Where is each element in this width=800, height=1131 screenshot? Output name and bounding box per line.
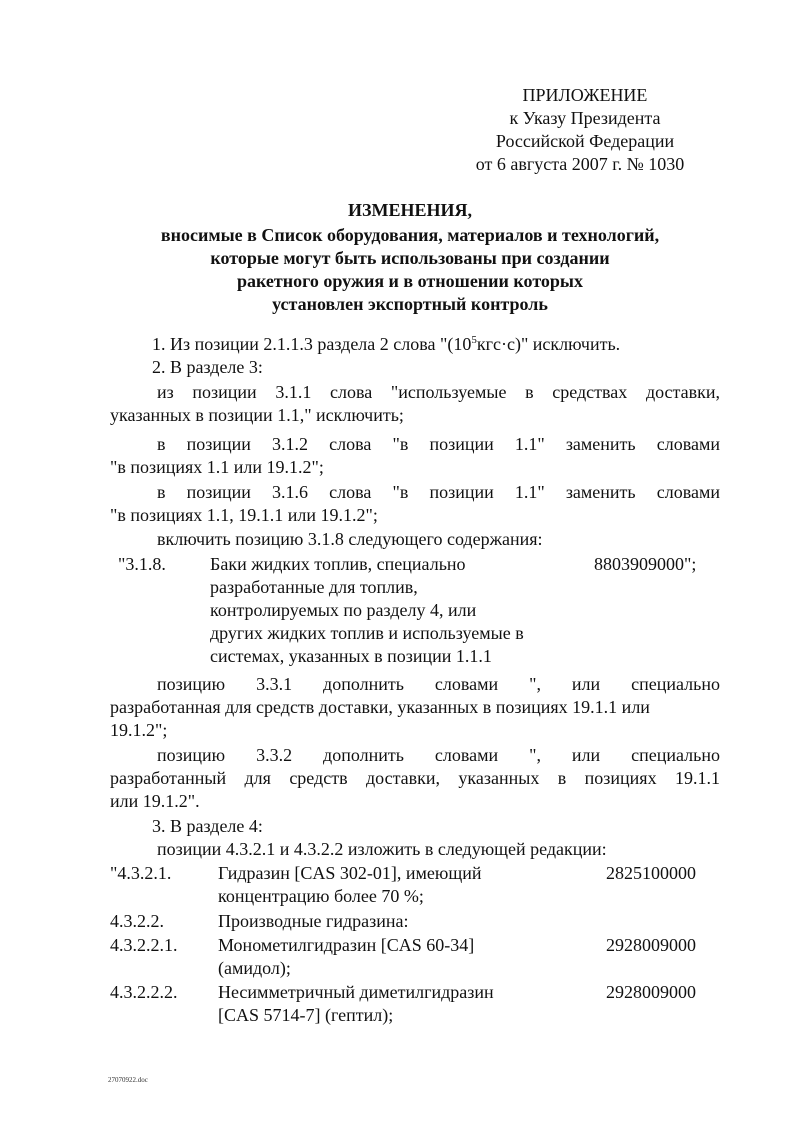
item-318-number: "3.1.8. [118,554,166,574]
item-318-line: системах, указанных в позиции 1.1.1 [210,646,492,666]
title-line-1: вносимые в Список оборудования, материалов и технологий, [160,225,660,245]
paragraph-2f-line-1: позицию 3.3.2 дополнить словами ", или специально [157,745,720,765]
paragraph-2c-line-2: "в позициях 1.1, 19.1.1 или 19.1.2"; [110,505,378,525]
paragraph-2c-line-1: в позиции 3.1.6 слова "в позиции 1.1" заменить словами [157,482,720,502]
paragraph-1-text: 1. Из позиции 2.1.1.3 раздела 2 слова "(10 [152,334,472,354]
title-line-4: установлен экспортный контроль [272,294,548,314]
item-43221-number: 4.3.2.2.1. [110,935,178,955]
paragraph-2f-line-3: или 19.1.2". [110,791,200,811]
item-43221-line: Монометилгидразин [CAS 60-34] [218,935,475,955]
item-43221-line: (амидол); [218,958,291,978]
title-line-3: ракетного оружия и в отношении которых [237,271,583,291]
item-43222-code: 2928009000 [606,982,696,1002]
paragraph-2a-line-2: указанных в позиции 1.1," исключить; [110,405,404,425]
paragraph-2-heading: 2. В разделе 3: [152,357,263,377]
footer-filename: 27070922.doc [108,1076,148,1084]
paragraph-2f-line-2: разработанный для средств доставки, указанных в позициях 19.1.1 [110,768,720,788]
document-title: ИЗМЕНЕНИЯ, [347,200,472,220]
paragraph-3a: позиции 4.3.2.1 и 4.3.2.2 изложить в следующей редакции: [157,839,607,859]
paragraph-1-exponent: 5 [471,334,477,346]
item-4321-line: концентрацию более 70 %; [218,886,424,906]
item-318-line: других жидких топлив и используемые в [210,623,524,643]
paragraph-2a-line-1: из позиции 3.1.1 слова "используемые в средствах доставки, [157,382,720,402]
header-date: от 6 августа 2007 г. № 1030 [475,154,685,174]
item-318-line: контролируемых по разделу 4, или [210,600,477,620]
paragraph-2e-line-2: разработанная для средств доставки, указанных в позициях 19.1.1 или [110,697,650,717]
item-4321-line: Гидразин [CAS 302-01], имеющий [218,863,482,883]
paragraph-2e-line-3: 19.1.2"; [110,720,168,740]
item-4322-number: 4.3.2.2. [110,911,164,931]
paragraph-1 [152,333,620,355]
item-4321-code: 2825100000 [606,863,696,883]
item-43221-code: 2928009000 [606,935,696,955]
header-country: Российской Федерации [495,131,675,151]
paragraph-1-text-end: кгс·с)" исключить. [476,334,621,354]
paragraph-2b-line-1: в позиции 3.1.2 слова "в позиции 1.1" заменить словами [157,434,720,454]
title-line-2: которые могут быть использованы при создании [210,248,610,268]
item-43222-number: 4.3.2.2.2. [110,982,178,1002]
item-318-line: разработанные для топлив, [210,577,418,597]
item-43222-line: [CAS 5714-7] (гептил); [218,1005,394,1025]
item-318-code: 8803909000"; [594,554,697,574]
item-318-line: Баки жидких топлив, специально [210,554,466,574]
paragraph-2b-line-2: "в позициях 1.1 или 19.1.2"; [110,457,324,477]
paragraph-3-heading: 3. В разделе 4: [152,816,263,836]
paragraph-2d: включить позицию 3.1.8 следующего содержания: [157,529,543,549]
item-4322-line: Производные гидразина: [218,911,409,931]
paragraph-2e-line-1: позицию 3.3.1 дополнить словами ", или специально [157,674,720,694]
header-decree: к Указу Президента [509,108,661,128]
item-43222-line: Несимметричный диметилгидразин [218,982,494,1002]
header-appendix: ПРИЛОЖЕНИЕ [522,85,648,105]
item-4321-number: "4.3.2.1. [110,863,172,883]
